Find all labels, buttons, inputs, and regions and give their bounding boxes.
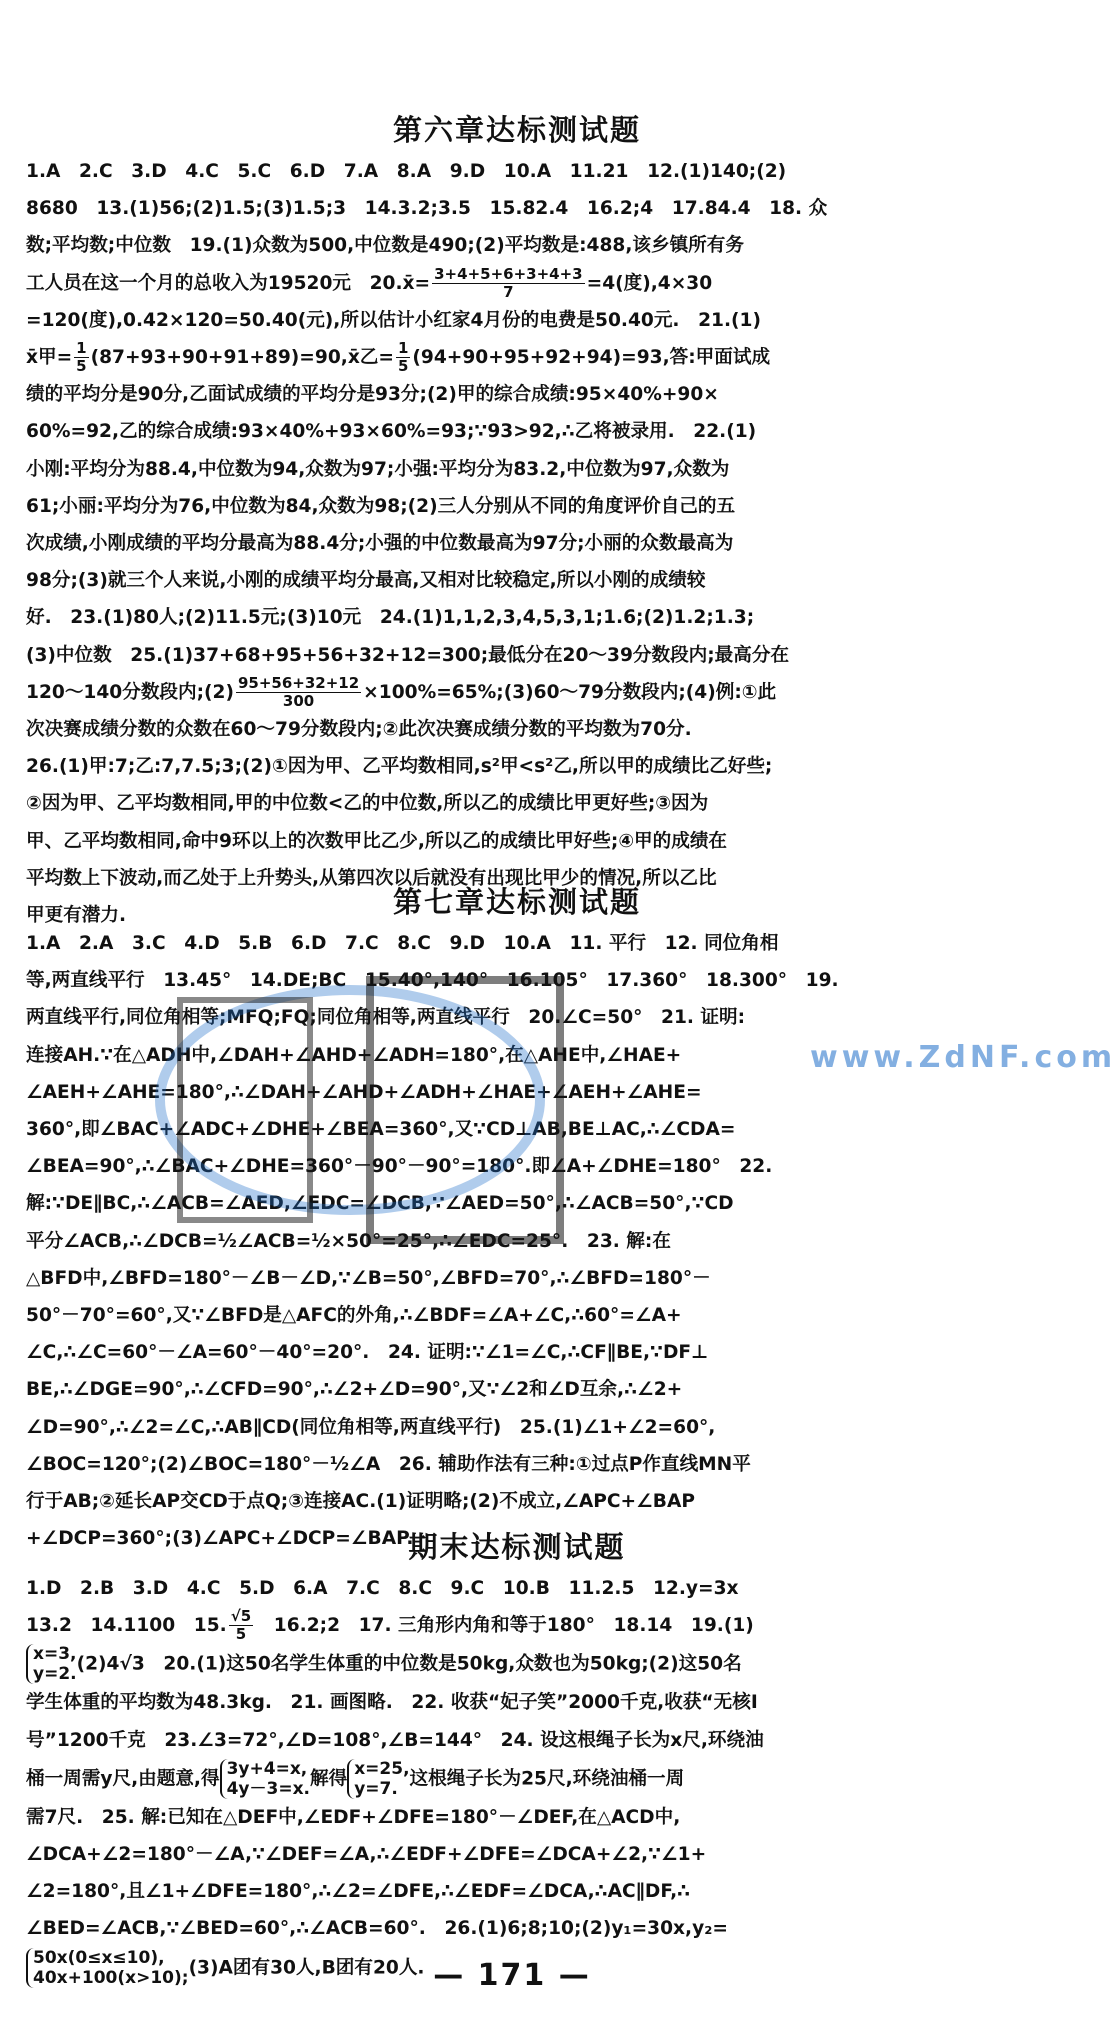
text-line: ∠BOC=120°;(2)∠BOC=180°－½∠A 26. 辅助作法有三种:①过点P作直线MN平 [26,1453,751,1475]
fraction [74,340,88,375]
text-line: ∠2=180°,且∠1+∠DFE=180°,∴∠2=∠DFE,∴∠EDF=∠DCA,∴AC∥DF,∴ [26,1881,691,1903]
text-line: ∠D=90°,∴∠2=∠C,∴AB∥CD(同位角相等,两直线平行) 25.(1)∠1+∠2=60°, [26,1416,716,1438]
text-line-q24 [26,1759,1008,1799]
mean-symbol: x̄= [402,272,431,294]
equation-system [220,1759,310,1799]
text-line-q25 [26,674,1008,711]
text-line: 平均数上下波动,而乙处于上升势头,从第四次以后就没有出现比甲少的情况,所以乙比 [26,867,717,889]
fraction-numerator: √5 [230,1607,252,1626]
equation-row: y=2. [33,1664,77,1685]
text-line: 等,两直线平行 13.45° 14.DE;BC 15.40°,140° 16.105° 17.360° 18.300° 19. [26,970,839,992]
text-segment: 工人员在这一个月的总收入为19520元 20. [26,272,403,294]
text-segment: (2)4√3 20.(1)这50名学生体重的中位数是50kg,众数也为50kg;(2)这50名 [76,1653,742,1675]
text-line: ∠DCA+∠2=180°－∠A,∵∠DEF=∠A,∴∠EDF+∠DFE=∠DCA+∠2,∵∠1+ [26,1844,707,1866]
equation-system [26,1644,77,1684]
text-line-q20 [26,265,1008,302]
text-segment: =4(度),4×30 [586,272,713,294]
fraction-numerator: 3+4+5+6+3+4+3 [434,264,583,283]
text-line: 50°－70°=60°,又∵∠BFD是△AFC的外角,∴∠BDF=∠A+∠C,∴60°=∠A+ [26,1305,682,1327]
text-line: 学生体重的平均数为48.3kg. 21. 画图略. 22. 收获“妃子笑”2000千克,收获“无核Ⅰ [26,1692,758,1714]
text-line: +∠DCP=360°;(3)∠APC+∠DCP=∠BAP. [26,1528,414,1550]
text-segment: 13.2 14.1100 15. [26,1615,227,1637]
text-line: 号”1200千克 23.∠3=72°,∠D=108°,∠B=144° 24. 设这根绳子长为x尺,环绕油 [26,1729,764,1751]
final-body [26,1570,1008,1988]
text-segment: 16.2;2 17. 三角形内角和等于180° 18.14 19.(1) [273,1615,754,1637]
text-line: 26.(1)甲:7;乙:7,7.5;3;(2)①因为甲、乙平均数相同,s²甲<s²乙,所以甲的成绩比乙好些; [26,756,773,778]
text-line: 甲更有潜力. [26,905,127,927]
page-number: — 171 — [433,1958,591,1993]
equation-row: y=7. [354,1778,398,1799]
fraction-denominator: 5 [397,357,409,376]
equation-row: 50x(0≤x≤10), [33,1947,165,1968]
fraction [229,1608,253,1643]
text-line: ∠AEH+∠AHE=180°,∴∠DAH+∠AHD+∠ADH+∠HAE+∠AEH+∠AHE= [26,1081,702,1103]
text-line: 甲、乙平均数相同,命中9环以上的次数甲比乙少,所以乙的成绩比甲好些;④甲的成绩在 [26,830,728,852]
equation-row: 4y－3=x. [226,1778,310,1799]
text-segment: (94+90+95+92+94)=93,答:甲面试成 [412,347,771,369]
text-line: 行于AB;②延长AP交CD于点Q;③连接AC.(1)证明略;(2)不成立,∠APC+∠BAP [26,1491,695,1513]
text-line-q15 [26,1607,1008,1644]
chapter6-section [26,108,1008,934]
equation-system [347,1759,409,1799]
final-title: 期末达标测试题 [408,1530,626,1564]
chapter6-body [26,153,1008,934]
text-line: 1.D 2.B 3.D 4.C 5.D 6.A 7.C 8.C 9.C 10.B 11.2.5 12.y=3x [26,1578,739,1599]
fraction-denominator: 7 [503,282,514,301]
text-segment: (87+93+90+91+89)=90,x̄乙= [90,347,394,369]
fraction-numerator: 95+56+32+12 [237,673,360,692]
text-line: △BFD中,∠BFD=180°－∠B－∠D,∵∠B=50°,∠BFD=70°,∴∠BFD=180°－ [26,1267,711,1289]
chapter6-title: 第六章达标测试题 [392,113,641,147]
text-line: 次决赛成绩分数的众数在60～79分数段内;②此次决赛成绩分数的平均数为70分. [26,719,692,741]
text-line: 1.A 2.C 3.D 4.C 5.C 6.D 7.A 8.A 9.D 10.A 11.21 12.(1)140;(2) [26,161,787,182]
equation-row: x=25, [354,1758,410,1779]
fraction [236,675,361,710]
text-segment: 120～140分数段内;(2) [26,681,234,703]
text-line: ∠C,∴∠C=60°－∠A=60°－40°=20°. 24. 证明:∵∠1=∠C,∴CF∥BE,∵DF⊥ [26,1342,709,1364]
final-section [26,1525,1008,1988]
text-segment: 桶一周需y尺,由题意,得 [26,1768,220,1790]
text-segment: 这根绳子长为25尺,环绕油桶一周 [409,1768,685,1790]
text-line: ∠BEA=90°,∴∠BAC+∠DHE=360°－90°－90°=180°.即∠A+∠DHE=180° 22. [26,1156,773,1178]
fraction-denominator: 5 [76,357,87,376]
text-line: 平分∠ACB,∴∠DCB=½∠ACB=½×50°=25°,∴∠EDC=25°. 23. 解:在 [26,1230,671,1252]
fraction [396,340,410,375]
fraction-numerator: 1 [397,339,409,358]
text-line: 数;平均数;中位数 19.(1)众数为500,中位数是490;(2)平均数是:488,该乡镇所有务 [26,235,744,257]
fraction-numerator: 1 [76,339,87,358]
text-line: 两直线平行,同位角相等;MFQ;FQ;同位角相等,两直线平行 20.∠C=50° 21. 证明: [26,1007,746,1029]
text-segment: x̄甲= [26,347,73,369]
text-line: 1.A 2.A 3.C 4.D 5.B 6.D 7.C 8.C 9.D 10.A 11. 平行 12. 同位角相 [26,933,779,954]
text-segment: (3)A团有30人,B团有20人. [188,1957,425,1979]
fraction-denominator: 300 [282,691,315,710]
text-line-q19 [26,1644,1008,1684]
text-line: =120(度),0.42×120=50.40(元),所以估计小红家4月份的电费是50.40元. 21.(1) [26,309,761,331]
text-line: 360°,即∠BAC+∠ADC+∠DHE+∠BEA=360°,又∵CD⊥AB,BE⊥AC,∴∠CDA= [26,1119,736,1141]
text-line: 绩的平均分是90分,乙面试成绩的平均分是93分;(2)甲的综合成绩:95×40%+90× [26,384,719,406]
text-line-q21 [26,339,1008,376]
text-line: 连接AH.∵在△ADH中,∠DAH+∠AHD+∠ADH=180°,在△AHE中,∠HAE+ [26,1044,682,1066]
text-line: 小刚:平均分为88.4,中位数为94,众数为97;小强:平均分为83.2,中位数为97,众数为 [26,458,730,480]
text-line: 次成绩,小刚成绩的平均分最高为88.4分;小强的中位数最高为97分;小丽的众数最高为 [26,533,734,555]
text-line: (3)中位数 25.(1)37+68+95+56+32+12=300;最低分在20～39分数段内;最高分在 [26,644,790,666]
fraction-denominator: 5 [235,1625,247,1644]
chapter7-title: 第七章达标测试题 [392,885,641,919]
equation-row: 3y+4=x, [226,1758,308,1779]
chapter7-body [26,925,1008,1557]
equation-row: x=3, [33,1644,77,1665]
text-line: 61;小丽:平均分为76,中位数为84,众数为98;(2)三人分别从不同的角度评价自己的五 [26,495,736,517]
text-line: 98分;(3)就三个人来说,小刚的成绩平均分最高,又相对比较稳定,所以小刚的成绩较 [26,570,706,592]
text-line: 解:∵DE∥BC,∴∠ACB=∠AED,∠EDC=∠DCB,∵∠AED=50°,∴∠ACB=50°,∵CD [26,1193,734,1215]
text-line: 8680 13.(1)56;(2)1.5;(3)1.5;3 14.3.2;3.5 15.82.4 16.2;4 17.84.4 18. 众 [26,198,828,220]
text-line: 好. 23.(1)80人;(2)11.5元;(3)10元 24.(1)1,1,2,3,4,5,3,1;1.6;(2)1.2;1.3; [26,607,755,629]
equation-row: 40x+100(x>10); [33,1967,189,1988]
text-segment: ×100%=65%;(3)60～79分数段内;(4)例:①此 [363,681,777,703]
text-line: BE,∴∠DGE=90°,∴∠CFD=90°,∴∠2+∠D=90°,又∵∠2和∠D互余,∴∠2+ [26,1379,683,1401]
text-line: ∠BED=∠ACB,∵∠BED=60°,∴∠ACB=60°. 26.(1)6;8;10;(2)y₁=30x,y₂= [26,1918,728,1940]
text-segment: 解得 [310,1768,348,1790]
chapter7-section [26,880,1008,1557]
watermark-url: www.ZdNF.com [810,1040,1116,1075]
fraction [432,266,584,301]
text-line: 60%=92,乙的综合成绩:93×40%+93×60%=93;∵93>92,∴乙将被录用. 22.(1) [26,421,757,443]
text-line: ②因为甲、乙平均数相同,甲的中位数<乙的中位数,所以乙的成绩比甲更好些;③因为 [26,793,709,815]
text-line: 需7尺. 25. 解:已知在△DEF中,∠EDF+∠DFE=180°－∠DEF,在△ACD中, [26,1806,681,1828]
